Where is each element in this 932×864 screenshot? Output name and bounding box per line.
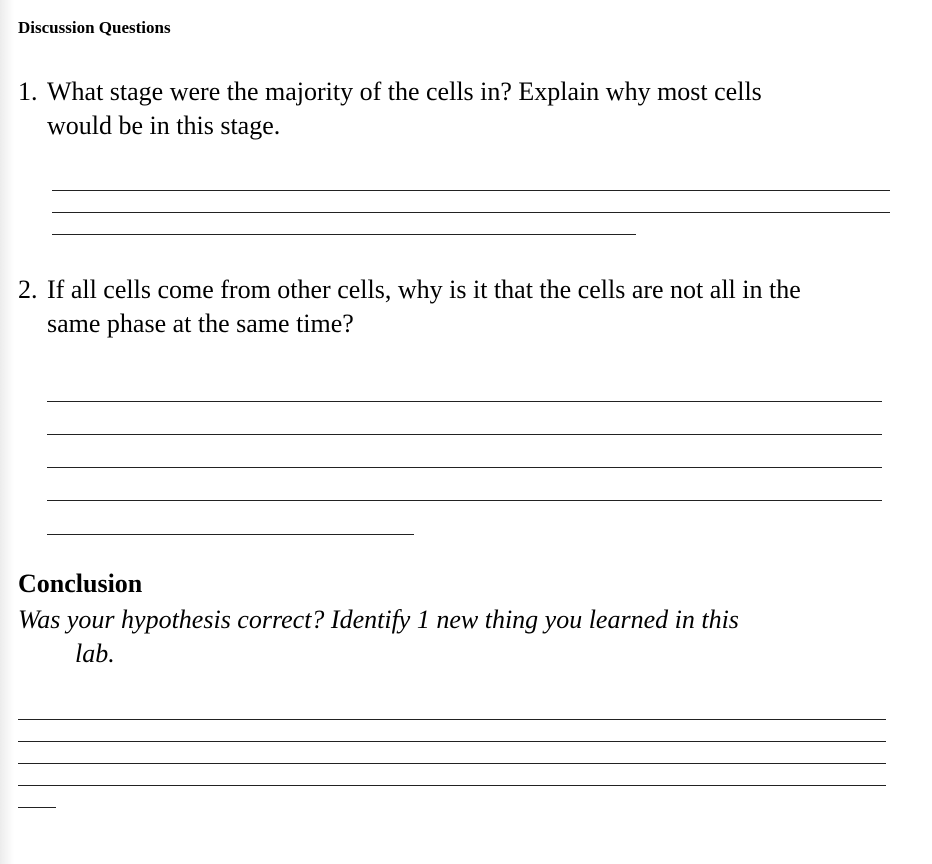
- answer-line[interactable]: [47, 500, 882, 501]
- answer-line[interactable]: [52, 190, 890, 191]
- answer-line[interactable]: [47, 401, 882, 402]
- page-edge-shadow: [0, 0, 14, 864]
- question-1-text-line-1: What stage were the majority of the cells in? Explain why most cells: [47, 77, 762, 106]
- answer-line[interactable]: [52, 212, 890, 213]
- question-1-text-line-2: would be in this stage.: [47, 111, 281, 140]
- answer-line[interactable]: [18, 719, 886, 720]
- answer-line[interactable]: [18, 785, 886, 786]
- answer-line[interactable]: [18, 763, 886, 764]
- question-1-number: 1.: [18, 77, 38, 106]
- question-2-number: 2.: [18, 275, 38, 304]
- conclusion-prompt-line-1: Was your hypothesis correct? Identify 1 new thing you learned in this: [18, 605, 739, 634]
- answer-line[interactable]: [52, 234, 636, 235]
- answer-line[interactable]: [18, 741, 886, 742]
- section-title: Discussion Questions: [18, 18, 171, 37]
- question-2-text-line-2: same phase at the same time?: [47, 309, 354, 338]
- answer-line[interactable]: [47, 434, 882, 435]
- answer-line[interactable]: [47, 534, 414, 535]
- conclusion-heading: Conclusion: [18, 569, 143, 598]
- answer-line[interactable]: [18, 807, 56, 808]
- answer-line[interactable]: [47, 467, 882, 468]
- conclusion-prompt-line-2: lab.: [75, 639, 115, 668]
- question-2-text-line-1: If all cells come from other cells, why is it that the cells are not all in the: [47, 275, 801, 304]
